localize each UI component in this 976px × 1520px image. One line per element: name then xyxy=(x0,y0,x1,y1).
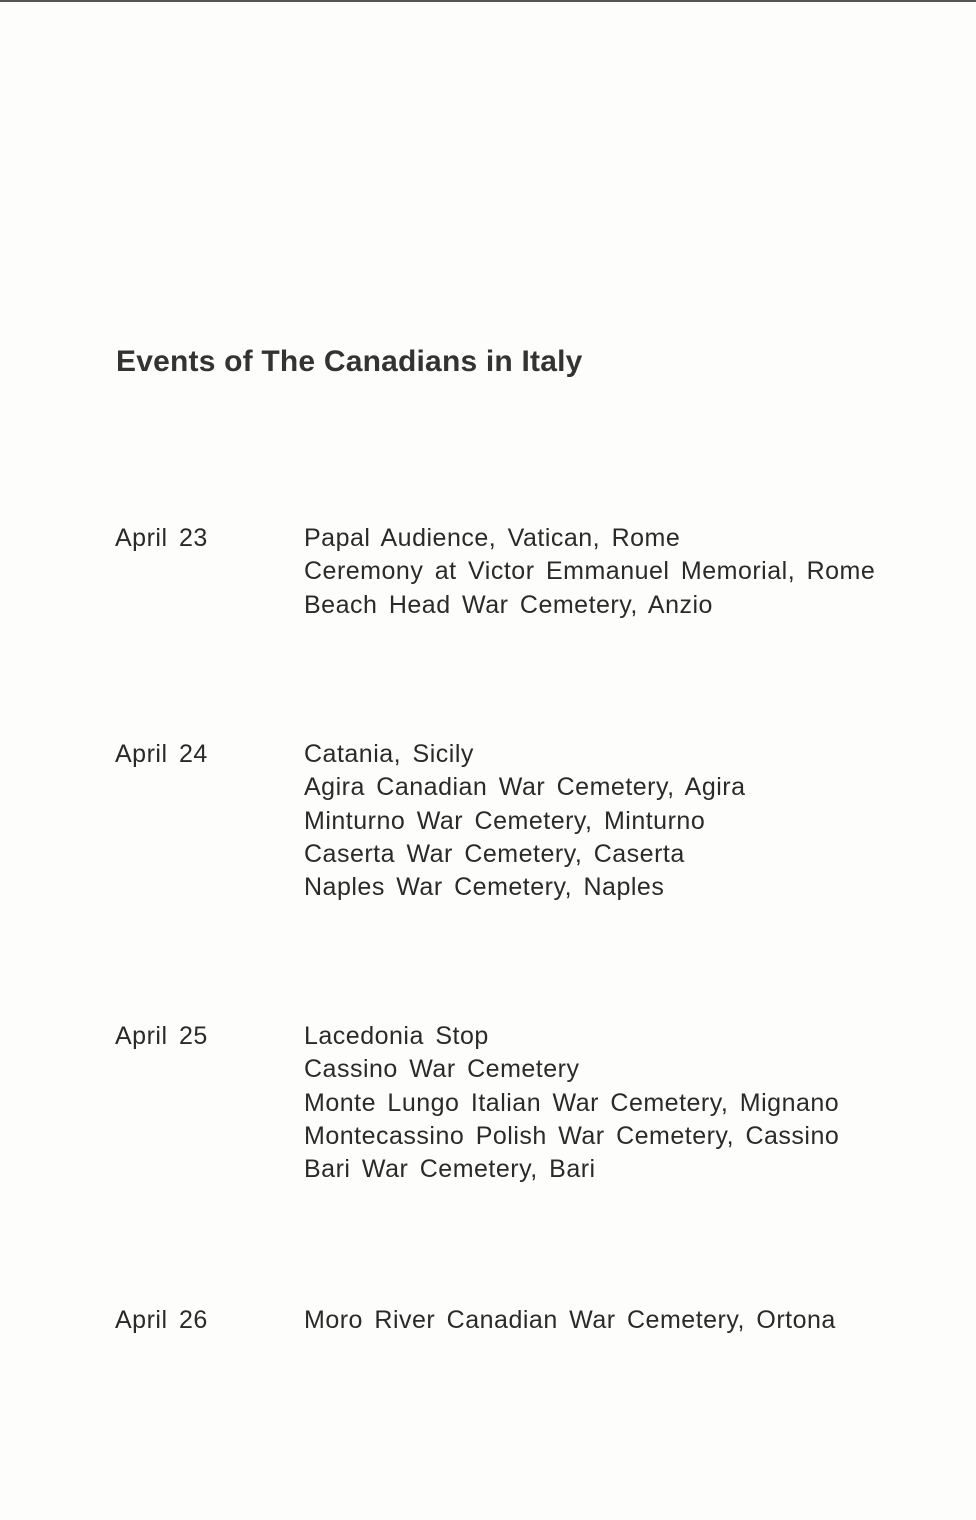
event-date: April 25 xyxy=(115,1022,208,1050)
event-item: Bari War Cemetery, Bari xyxy=(304,1155,596,1184)
event-item: Moro River Canadian War Cemetery, Ortona xyxy=(304,1306,836,1334)
event-item: Minturno War Cemetery, Minturno xyxy=(304,806,706,835)
event-date: April 26 xyxy=(115,1306,208,1334)
event-item: Agira Canadian War Cemetery, Agira xyxy=(304,773,746,802)
event-item: Catania, Sicily xyxy=(304,740,474,768)
event-item-list xyxy=(304,1304,944,1337)
event-date: April 23 xyxy=(115,524,208,552)
event-item: Naples War Cemetery, Naples xyxy=(304,873,665,902)
event-item-list xyxy=(304,1020,944,1186)
event-item-list xyxy=(304,738,944,904)
event-item: Lacedonia Stop xyxy=(304,1022,489,1050)
page-title: Events of The Canadians in Italy xyxy=(116,345,583,378)
event-date: April 24 xyxy=(115,740,208,768)
event-item: Caserta War Cemetery, Caserta xyxy=(304,839,685,868)
event-item: Papal Audience, Vatican, Rome xyxy=(304,524,681,552)
event-item: Montecassino Polish War Cemetery, Cassino xyxy=(304,1121,840,1150)
event-item: Ceremony at Victor Emmanuel Memorial, Rome xyxy=(304,557,876,586)
event-item: Beach Head War Cemetery, Anzio xyxy=(304,590,713,619)
page-top-edge xyxy=(0,0,976,2)
event-item: Monte Lungo Italian War Cemetery, Mignano xyxy=(304,1088,840,1117)
event-item: Cassino War Cemetery xyxy=(304,1055,580,1084)
event-item-list xyxy=(304,522,944,622)
